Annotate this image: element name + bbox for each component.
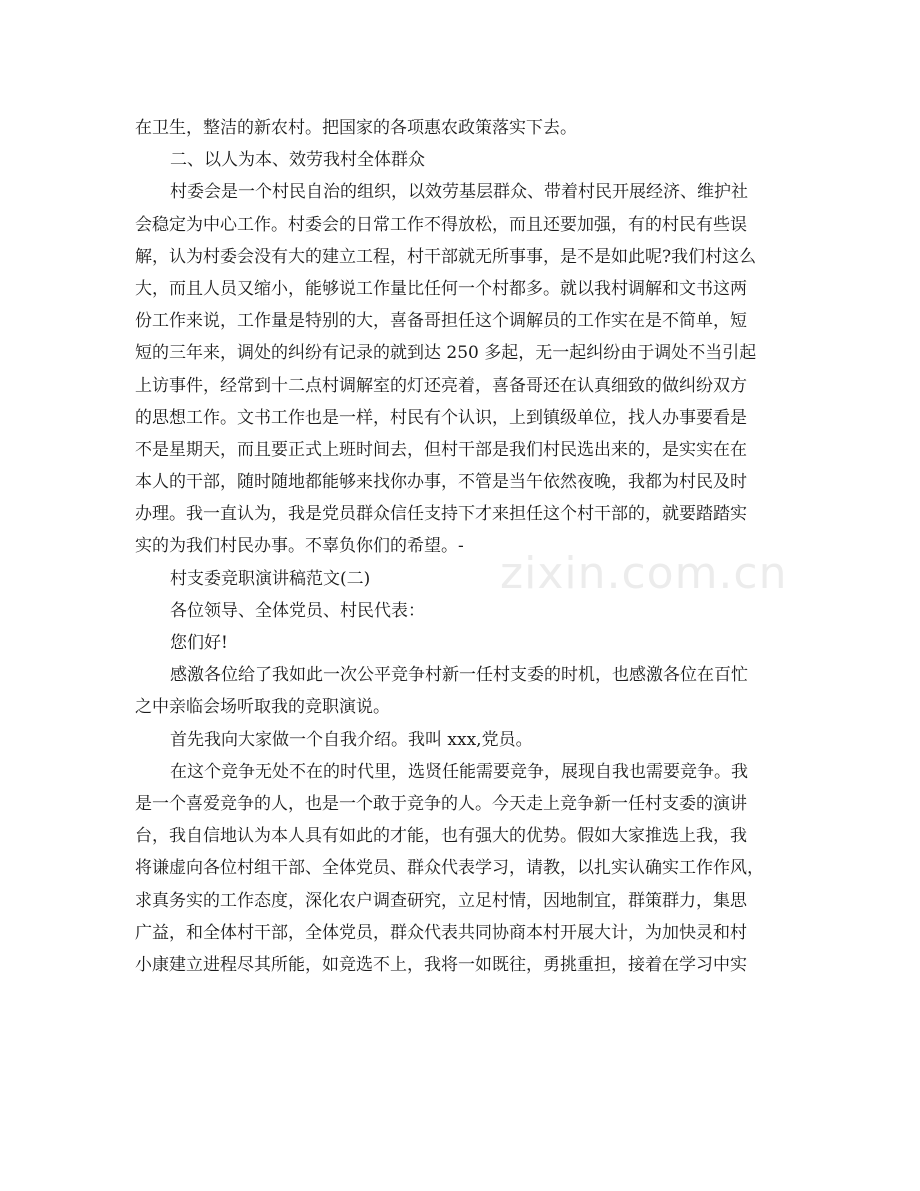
text-line: 小康建立进程尽其所能，如竞选不上，我将一如既往，勇挑重担，接着在学习中实: [135, 954, 747, 975]
text-line: 二、以人为本、效劳我村全体群众: [170, 150, 425, 171]
text-line: 不是星期天，而且要正式上班时间去，但村干部是我们村民选出来的，是实实在在: [135, 439, 747, 460]
text-line: 办理。我一直认为，我是党员群众信任支持下才来担任这个村干部的，就要踏踏实: [135, 504, 747, 525]
text-line: 在卫生，整洁的新农村。把国家的各项惠农政策落实下去。: [135, 118, 577, 138]
text-line: 上访事件，经常到十二点村调解室的灯还亮着，喜备哥还在认真细致的做纠纷双方: [135, 375, 747, 396]
text-line: 短的三年来，调处的纠纷有记录的就到达 250 多起，无一起纠纷由于调处不当引起: [135, 343, 757, 364]
text-line: 村委会是一个村民自治的组织，以效劳基层群众、带着村民开展经济、维护社: [170, 182, 748, 203]
text-line: 在这个竞争无处不在的时代里，选贤任能需要竞争，展现自我也需要竞争。我: [170, 761, 748, 782]
text-line: 您们好!: [170, 633, 228, 653]
text-line: 本人的干部，随时随地都能够来找你办事，不管是当午依然夜晚，我都为村民及时: [135, 472, 747, 493]
text-line: 大，而且人员又缩小，能够说工作量比任何一个村都多。就以我村调解和文书这两: [135, 278, 747, 299]
text-line: 感激各位给了我如此一次公平竞争村新一任村支委的时机，也感激各位在百忙: [170, 665, 748, 686]
watermark: zixin.com.cn: [500, 548, 788, 599]
text-line: 之中亲临会场听取我的竞职演说。: [135, 697, 390, 718]
text-line: 各位领导、全体党员、村民代表：: [170, 600, 425, 621]
text-line: 的思想工作。文书工作也是一样，村民有个认识，上到镇级单位，找人办事要看是: [135, 407, 747, 428]
text-line: 广益，和全体村干部，全体党员，群众代表共同协商本村开展大计，为加快灵和村: [135, 922, 747, 943]
text-line: 解，认为村委会没有大的建立工程，村干部就无所事事，是不是如此呢?我们村这么: [135, 246, 757, 267]
text-line: 将谦虚向各位村组干部、全体党员、群众代表学习，请教，以扎实认确实工作作风，: [135, 858, 764, 879]
text-line: 是一个喜爱竞争的人，也是一个敢于竞争的人。今天走上竞争新一任村支委的演讲: [135, 793, 747, 814]
text-line: 台，我自信地认为本人具有如此的才能，也有强大的优势。假如大家推选上我，我: [135, 826, 747, 847]
text-line: 份工作来说，工作量是特别的大，喜备哥担任这个调解员的工作实在是不简单，短: [135, 311, 747, 332]
text-line: 首先我向大家做一个自我介绍。我叫 xxx,党员。: [170, 729, 533, 750]
document-body: [135, 112, 787, 981]
text-line: 求真务实的工作态度，深化农户调查研究，立足村情，因地制宜，群策群力，集思: [135, 890, 747, 911]
text-line: 会稳定为中心工作。村委会的日常工作不得放松，而且还要加强，有的村民有些误: [135, 214, 747, 235]
text-line: 实的为我们村民办事。不辜负你们的希望。-: [135, 536, 464, 557]
text-line: 村支委竞职演讲稿范文(二): [170, 568, 371, 589]
